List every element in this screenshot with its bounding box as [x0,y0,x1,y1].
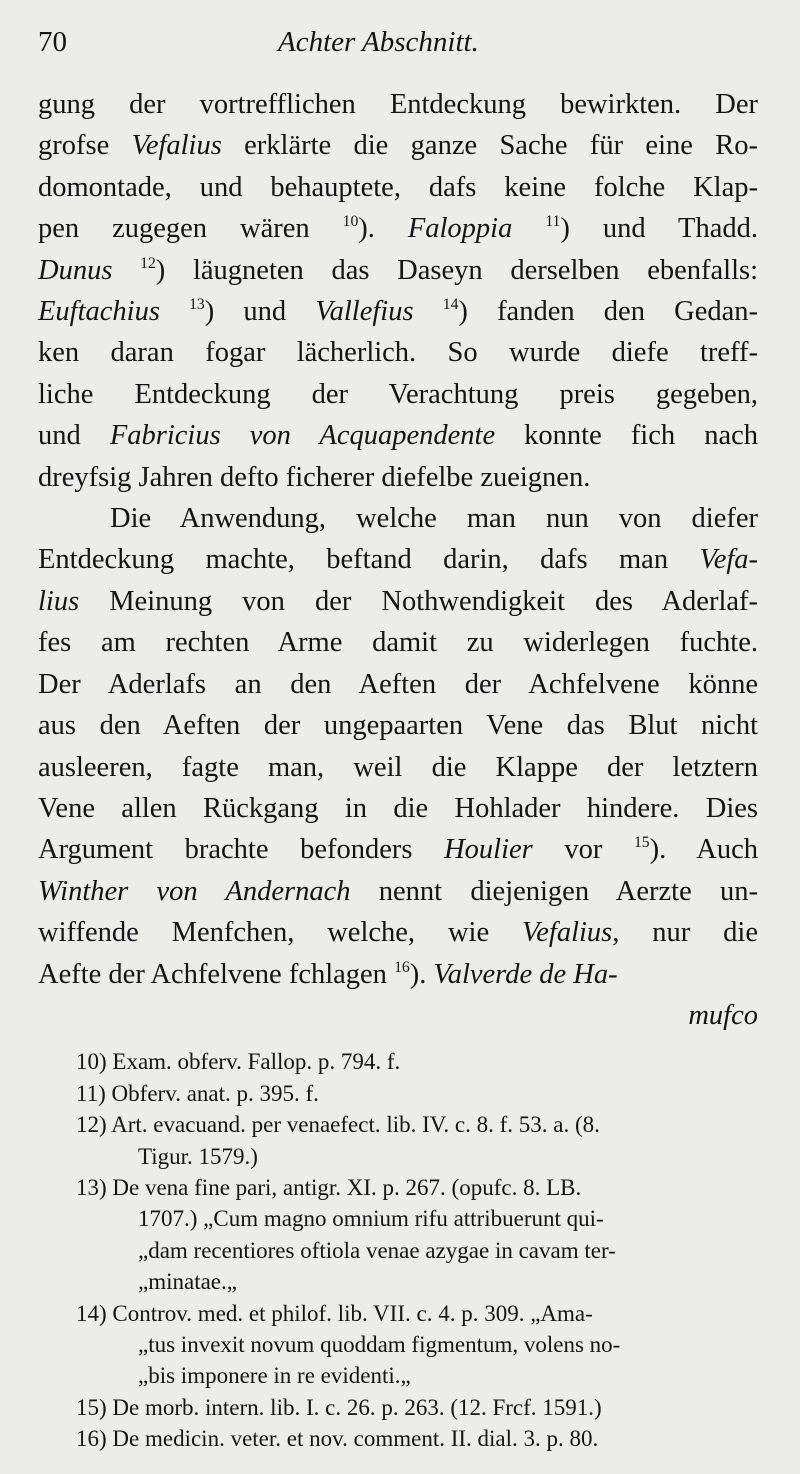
footnote-continuation: „tus invexit novum quoddam figmentum, volens no- [138,1332,621,1357]
text-segment: Houlier [444,834,533,866]
text-segment: ). [409,958,434,990]
text-segment: 15 [633,834,650,852]
text-segment: 10 [342,213,359,231]
text-segment: , nur die [612,917,758,949]
body-text [38,84,758,1036]
text-segment: konnte fich nach [495,420,758,452]
text-segment: Der Aderlafs an den Aeften der Achfelvene könne [38,668,758,700]
text-line [38,457,758,498]
text-segment: Die Anwendung, welche man nun von diefer [110,503,758,535]
text-segment: 11 [545,213,561,231]
text-segment: ) fanden den Gedan- [458,296,758,328]
text-segment: Valverde de Ha- [433,958,618,990]
text-segment: aus den Aeften der ungepaarten Vene das Blut nicht [38,710,758,742]
text-segment: wiffende Menfchen, welche, wie [38,917,522,949]
text-segment: vor [532,834,634,866]
text-line [38,84,758,125]
text-segment [414,296,443,327]
text-segment: ken daran fogar lächerlich. So wurde diefe treff- [38,337,758,369]
text-segment: 13 [189,296,205,314]
text-segment: ). [358,213,408,245]
text-line [38,622,758,663]
text-segment: Vene allen Rückgang in die Hohlader hindere. Dies [38,792,758,824]
footnote: 14) Controv. med. et philof. lib. VII. c. 4. p. 309. „Ama- [76,1300,593,1326]
text-segment: fes am rechten Arme damit zu widerlegen fuchte. [38,627,758,659]
footnote: 10) Exam. obferv. Fallop. p. 794. f. [76,1049,401,1075]
text-segment: 16 [394,958,410,976]
text-segment: Vefa- [699,544,758,576]
text-segment: Fabricius von Acquapendente [109,420,496,452]
text-line [38,415,758,456]
text-line [38,498,758,539]
text-segment: Winther von Andernach [38,875,351,907]
text-segment: ) und Thadd. [560,213,758,245]
footnote-continuation: „dam recentiores oftiola venae azygae in cavam ter- [138,1237,616,1263]
text-segment: Argument brachte befonders [38,834,445,866]
text-segment: pen zugegen wären [38,213,343,245]
text-segment: Euftachius [38,296,160,328]
footnote: 15) De morb. intern. lib. I. c. 26. p. 263. (12. Frcf. 1591.) [76,1394,602,1420]
text-segment: ) und [204,296,316,328]
text-segment: domontade, und behauptete, dafs keine folche Klap- [38,171,758,203]
text-segment: mufco [688,999,758,1031]
footnote-continuation: Tigur. 1579.) [138,1143,258,1169]
text-line [38,291,758,332]
footnote-separator [38,1036,758,1046]
text-line [38,167,758,208]
text-segment: Meinung von der Nothwendigkeit des Aderlaf- [79,585,758,617]
text-line [38,788,758,829]
text-line [38,912,758,953]
text-line [38,829,758,870]
footnote-continuation: „minatae.„ [138,1269,237,1295]
text-line [38,374,758,415]
text-segment: ) läugneten das Daseyn derselben ebenfalls: [155,254,758,286]
text-line [38,581,758,622]
text-line [38,664,758,705]
text-segment: lius [38,585,80,617]
text-segment: Vefalius [131,130,222,162]
text-segment: nennt diejenigen Aerzte un- [350,875,758,907]
text-line [38,954,758,995]
page-header [38,26,758,84]
text-segment: liche Entdeckung der Verachtung preis gegeben, [38,378,758,410]
footnote-continuation: „bis imponere in re evidenti.„ [138,1363,411,1389]
text-line [38,871,758,912]
footnote: 12) Art. evacuand. per venaefect. lib. IV. c. 8. f. 53. a. (8. [76,1112,600,1138]
text-segment: und [38,420,110,452]
text-line [38,539,758,580]
text-line [38,125,758,166]
page-number: 70 [38,26,67,58]
text-line [38,705,758,746]
footnote: 11) Obferv. anat. p. 395. f. [76,1080,319,1106]
text-segment [112,255,140,286]
text-segment: ). Auch [649,834,758,866]
text-segment: Aefte der Achfelvene fchlagen [38,958,395,990]
footnote: 16) De medicin. veter. et nov. comment. II. dial. 3. p. 80. [76,1426,599,1452]
text-segment [512,213,545,244]
footnote: 13) De vena fine pari, antigr. XI. p. 267. (opufc. 8. LB. [76,1174,582,1200]
text-segment: Vefalius [522,917,613,949]
text-segment: erklärte die ganze Sache für eine Ro- [221,130,758,162]
footnotes [38,1046,758,1454]
text-segment: Vallefius [315,296,414,328]
text-segment: 14 [442,296,459,314]
text-segment: Entdeckung machte, beftand darin, dafs man [38,544,700,576]
footnote-continuation: 1707.) „Cum magno omnium rifu attribuerunt qui- [138,1206,604,1232]
text-segment: 12 [140,254,156,272]
text-line [38,747,758,788]
text-line [38,332,758,373]
text-segment [160,296,189,327]
text-segment: grofse [38,130,132,162]
running-head: Achter Abschnitt. [278,26,479,58]
text-segment: dreyfsig Jahren defto ficherer diefelbe zueignen. [38,461,591,493]
text-segment: Dunus [38,254,113,286]
text-segment: gung der vortrefflichen Entdeckung bewirkten. Der [38,89,758,120]
text-segment: Faloppia [407,213,513,245]
text-line [38,995,758,1036]
text-segment: ausleeren, fagte man, weil die Klappe der letztern [38,751,758,783]
text-line [38,208,758,249]
text-line [38,250,758,291]
